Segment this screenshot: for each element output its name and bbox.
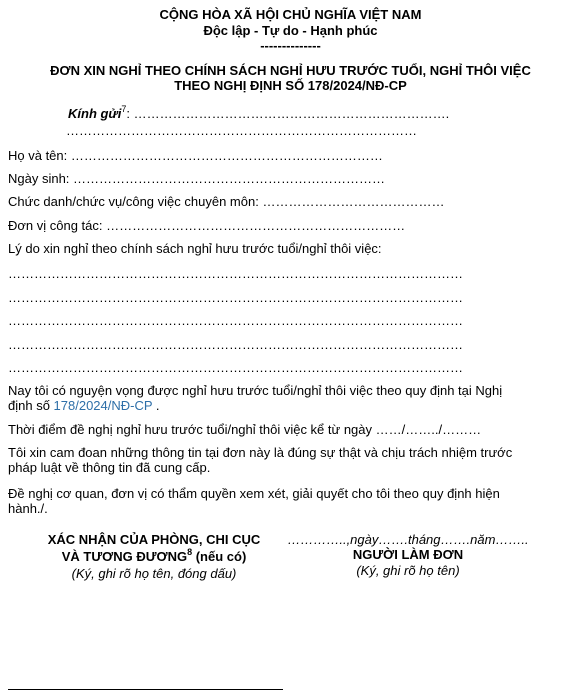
- field-birth-date: [8, 171, 385, 186]
- field-label: Đơn vị công tác:: [8, 218, 103, 233]
- decree-suffix: .: [152, 398, 160, 413]
- commitment-line1: Tôi xin cam đoan những thông tin tại đơn này là đúng sự thật và chịu trách nhiệm trước: [8, 445, 513, 460]
- reason-line: ……………………………………………………………………………………………: [8, 337, 463, 352]
- reason-line: ……………………………………………………………………………………………: [8, 360, 463, 375]
- proposal-line1: Đề nghị cơ quan, đơn vị có thẩm quyền xem xét, giải quyết cho tôi theo quy định hiện: [8, 486, 500, 501]
- commitment-line2: pháp luật về thông tin đã cung cấp.: [8, 460, 211, 475]
- confirmation-footnote: 8: [187, 547, 193, 557]
- applicant-title: NGƯỜI LÀM ĐƠN: [352, 547, 464, 562]
- confirmation-note: (Ký, ghi rõ họ tên, đóng dấu): [71, 566, 237, 581]
- proposal-line2: hành./.: [8, 501, 48, 516]
- confirmation-title-line1: XÁC NHẬN CỦA PHÒNG, CHI CỤC: [47, 532, 261, 547]
- recipient-dots: ……………………………………………………………….: [129, 106, 450, 121]
- request-paragraph-line2: [8, 398, 160, 413]
- document-title-line2: THEO NGHỊ ĐỊNH SỐ 178/2024/NĐ-CP: [174, 78, 407, 93]
- recipient-colon: :: [126, 106, 130, 121]
- field-label: Họ và tên:: [8, 148, 68, 163]
- field-label: Chức danh/chức vụ/công việc chuyên môn:: [8, 194, 259, 209]
- field-dots: ………………………………………………………………: [69, 171, 386, 186]
- field-position: [8, 194, 444, 209]
- field-dots: ……………………………………: [258, 194, 445, 209]
- header-rule: --------------: [260, 38, 321, 53]
- recipient-line: [68, 106, 449, 121]
- footnote-separator: [8, 689, 283, 690]
- reason-label: Lý do xin nghỉ theo chính sách nghỉ hưu trước tuổi/nghỉ thôi việc:: [8, 241, 382, 256]
- place-date-line: …………..,ngày…….tháng…….năm……..: [287, 532, 529, 547]
- field-workplace: [8, 218, 405, 233]
- recipient-dots-line2: ………………………………………………………………………: [66, 123, 417, 138]
- decree-prefix: định số: [8, 398, 54, 413]
- field-dots: ………………………………………………………………: [67, 148, 383, 163]
- document-title-line1: ĐƠN XIN NGHỈ THEO CHÍNH SÁCH NGHỈ HƯU TRƯỚC TUỔI, NGHỈ THÔI VIỆC: [50, 63, 531, 78]
- reason-line: ……………………………………………………………………………………………: [8, 313, 463, 328]
- motto: Độc lập - Tự do - Hạnh phúc: [203, 23, 378, 38]
- retirement-date-line: Thời điểm đề nghị nghỉ hưu trước tuổi/nghỉ thôi việc kể từ ngày ……/……../………: [8, 422, 482, 437]
- field-dots: ……………………………………………………………: [102, 218, 406, 233]
- applicant-note: (Ký, ghi rõ họ tên): [356, 563, 460, 578]
- field-label: Ngày sinh:: [8, 171, 70, 186]
- request-paragraph-line1: Nay tôi có nguyện vọng được nghỉ hưu trước tuổi/nghỉ thôi việc theo quy định tại Nghị: [8, 383, 503, 398]
- country-header: CỘNG HÒA XÃ HỘI CHỦ NGHĨA VIỆT NAM: [159, 7, 422, 22]
- confirmation-title-text: VÀ TƯƠNG ĐƯƠNG: [61, 549, 188, 564]
- recipient-label: Kính gửi: [68, 106, 122, 121]
- field-full-name: [8, 148, 383, 163]
- decree-link[interactable]: 178/2024/NĐ-CP: [53, 398, 153, 413]
- reason-line: ……………………………………………………………………………………………: [8, 266, 463, 281]
- confirmation-title-line2: [14, 549, 294, 564]
- confirmation-optional: (nếu có): [192, 549, 247, 564]
- recipient-footnote: 7: [121, 104, 127, 114]
- reason-line: ……………………………………………………………………………………………: [8, 290, 463, 305]
